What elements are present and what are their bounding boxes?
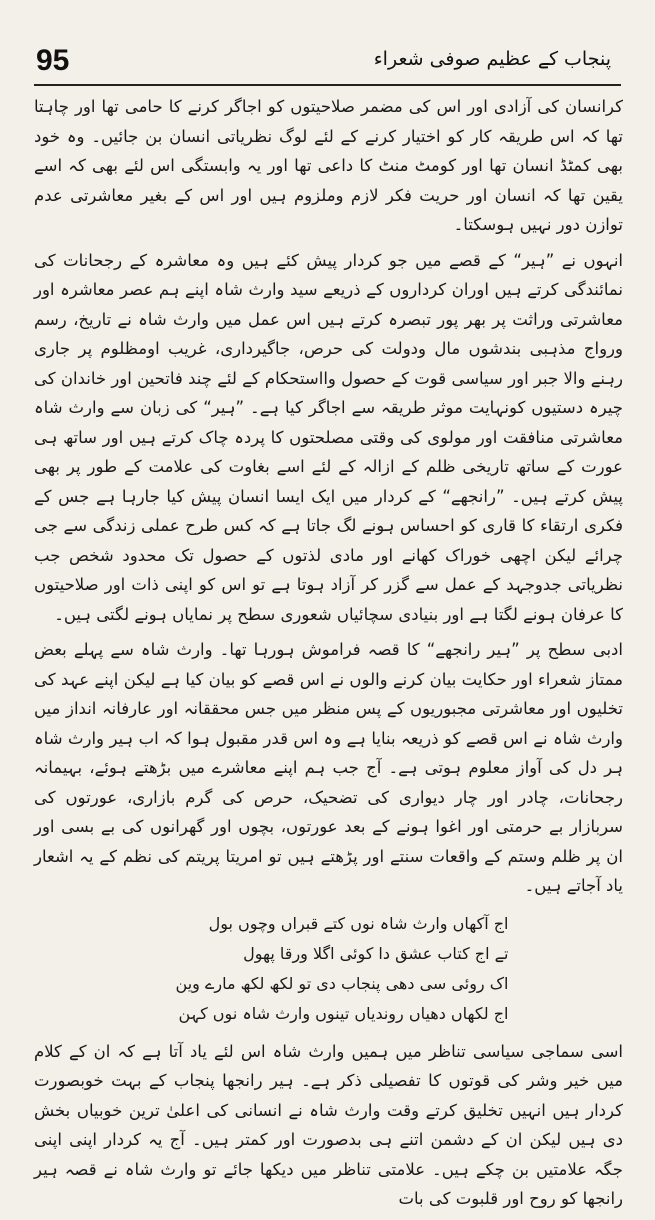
verse-line: اک روئی سی دھی پنجاب دی تو لکھ لکھ مارے وین [175, 973, 509, 993]
verse-line: اج آکھاں وارث شاہ نوں کتے قبراں وچوں بول [208, 913, 509, 933]
paragraph: ادبی سطح پر ”ہیر رانجھے“ کا قصہ فراموش ہورہا تھا۔ وارث شاہ سے پہلے بعض ممتاز شعراء اور حکایت بیان کرنے والوں نے اس قصے کو بیان کیا ہے لیکن اپنے عہد کی تخلیوں اور معاشرتی مجبوریوں کے پس منظر میں جس محققانہ اور عارفانہ انداز میں وارث شاہ نے اس قصے کو ذریعہ بنایا ہے وہ اس قدر مقبول ہوا کہ اب ہیر وارث شاہ ہر دل کی آواز معلوم ہوتی ہے۔ آج جب ہم اپنے معاشرے میں بڑھتے ہوئے، بہیمانہ رجحانات، چادر اور چار دیواری کی تضحیک، حرص کی گرم بازاری، عورتوں کی سربازار بے حرمتی اور اغوا ہونے کے بعد عورتوں، بچوں اور گھرانوں کی بے بسی اور ان پر ظلم وستم کے واقعات سنتے اور پڑھتے ہیں تو امریتا پریتم کی نظم کے یہ اشعار یاد آجاتے ہیں۔ [34, 640, 623, 895]
running-title: پنجاب کے عظیم صوفی شعراء [373, 48, 611, 70]
page-number: 95 [36, 44, 70, 77]
verse-line: اج لکھاں دھیاں روندیاں تینوں وارث شاہ نوں کہن [178, 1003, 509, 1023]
body-text [34, 92, 623, 1220]
paragraph: انہوں نے ”ہیر“ کے قصے میں جو کردار پیش کئے ہیں وہ معاشرہ کے رجحانات کی نمائندگی کرتے ہیں اوران کرداروں کے ذریعے سید وارث شاہ اپنے ہم عصر معاشرہ اور معاشرتی وراثت پر بھر پور تبصرہ کرتے ہیں اس عمل میں وارث شاہ نے تاریخ، رسم ورواج مذہبی بندشوں مال ودولت کی حرص، جاگیرداری، غریب اومظلوم پر جاری رہنے والا جبر اور سیاسی قوت کے حصول وااستحکام کے لئے چند فاتحین اور خاندان کی چیرہ دستیوں کونہایت موثر طریقہ سے اجاگر کیا ہے۔ ”ہیر“ کی زبان سے وارث شاہ معاشرتی منافقت اور مولوی کی وقتی مصلحتوں کا پردہ چاک کرتے ہیں اور ساتھ ہی عورت کے ساتھ تاریخی ظلم کے ازالہ کے لئے اسے بغاوت کی علامت کے طور پر بھی پیش کرتے ہیں۔ ”رانجھے“ کے کردار میں ایک ایسا انسان پیش کیا جارہا ہے جس کے فکری ارتقاء کا قاری کو احساس ہونے لگ جاتا ہے کہ کس طرح عملی زندگی سے جی چرائے لیکن اچھی خوراک کھانے اور مادی لذتوں کے حصول تک محدود شخص جب نظریاتی جدوجہد کے عمل سے گزر کر آزاد ہوتا ہے تو اس کو اپنی ذات اور صلاحیتوں کا عرفان ہونے لگتا ہے اور بنیادی سچائیاں شعوری سطح پر نمایاں ہونے لگتی ہیں۔ [34, 250, 623, 624]
closing-paragraph: اسی سماجی سیاسی تناظر میں ہمیں وارث شاہ اس لئے یاد آتا ہے کہ ان کے کلام میں خیر وشر کی قوتوں کا تفصیلی ذکر ہے۔ ہیر رانجھا پنجاب کے بہت خوبصورت کردار ہیں انہیں تخلیق کرتے وقت وارث شاہ نے انسانی کی اعلیٰ ترین خوبیاں بخش دی ہیں لیکن ان کے دشمن اتنے ہی بدصورت اور کمتر ہیں۔ آج یہ کردار اپنی اپنی جگہ علامتیں بن چکے ہیں۔ علامتی تناظر میں دیکھا جائے تو وارث شاہ نے قصہ ہیر رانجھا کو روح اور قلبوت کی بات [34, 1041, 623, 1208]
page-header [34, 42, 621, 82]
verse-line: تے اج کتاب عشق دا کوئی اگلا ورقا پھول [243, 943, 509, 963]
poem-verse [149, 909, 509, 1029]
paragraph: کرانسان کی آزادی اور اس کی مضمر صلاحیتوں کو اجاگر کرنے کا حامی تھا اور چاہتا تھا کہ اس طریقہ کار کو اختیار کرنے کے لئے لوگ نظریاتی انسان بن جائیں۔ وہ خود بھی کمٹڈ انسان تھا اور کومٹ منٹ کا داعی تھا اور یہ وابستگی اس لئے بھی کہ اسے یقین تھا کہ انسان اور حریت فکر لازم وملزوم ہیں اور اس کے بغیر معاشرتی عدم توازن دور نہیں ہوسکتا۔ [34, 97, 623, 234]
header-rule [34, 84, 621, 86]
